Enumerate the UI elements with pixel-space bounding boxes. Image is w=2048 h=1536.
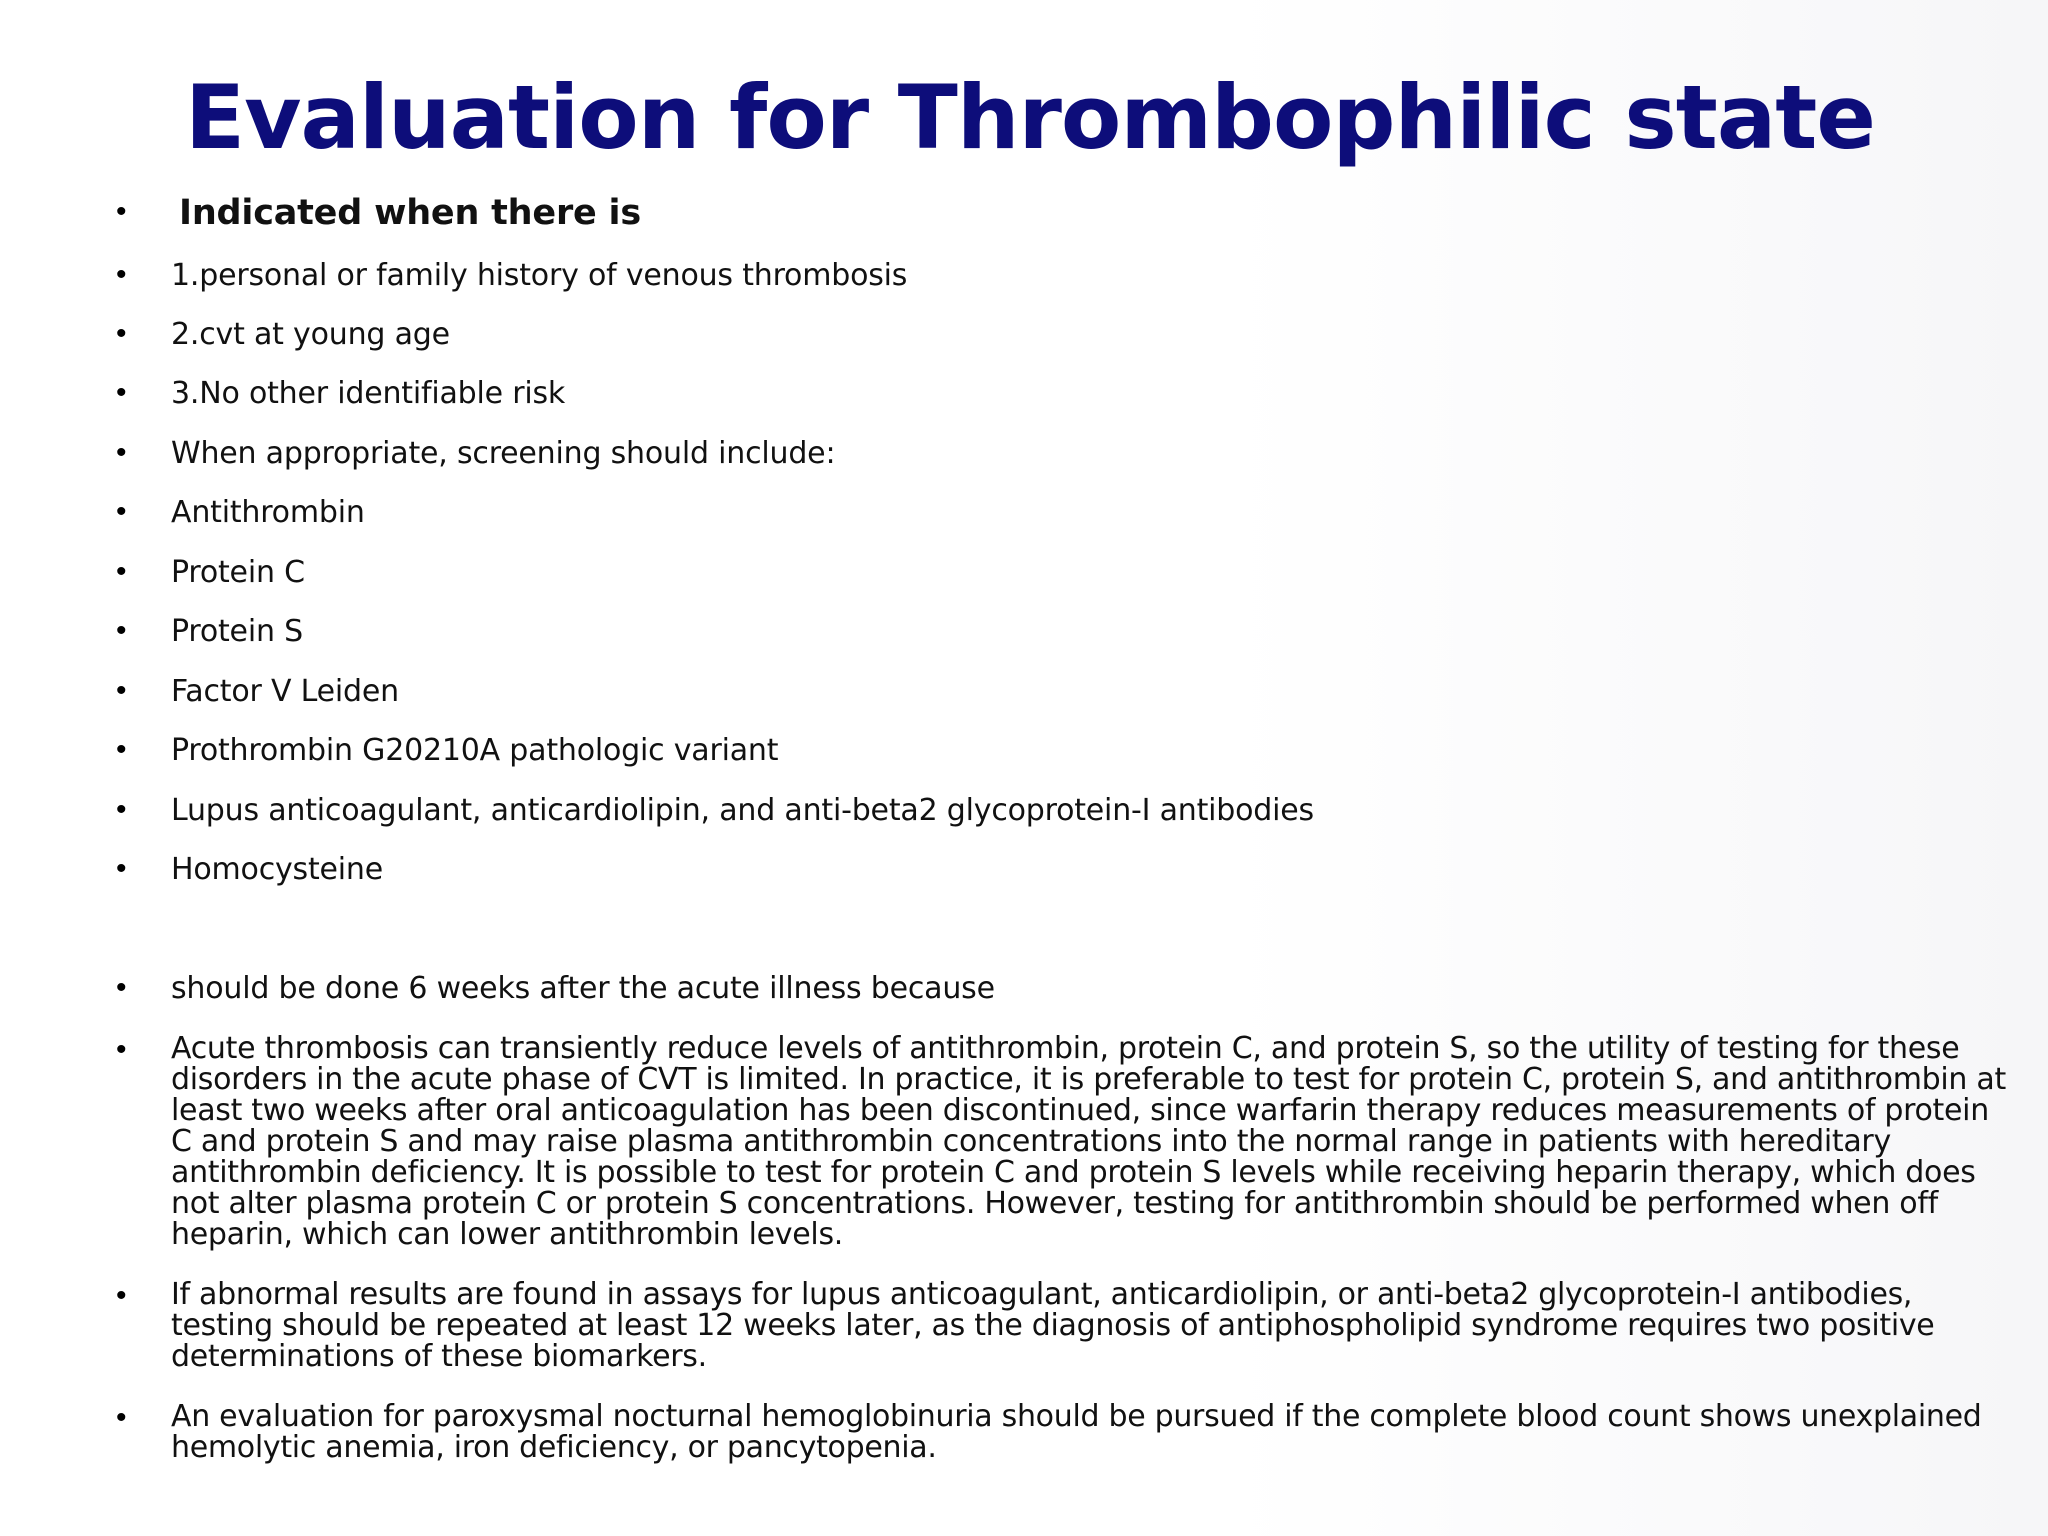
bullet-text: When appropriate, screening should include:	[171, 436, 836, 471]
bullet-paragraph: Acute thrombosis can transiently reduce levels of antithrombin, protein C, and protein S, so the utility of testing for these disorders in the acute phase of CVT is limited. In practice, it is preferable to test for protein C, protein S, and antithrombin at least two weeks after oral anticoagulation has been discontinued, since warfarin therapy reduces measurements of protein C and protein S and may raise plasma antithrombin concentrations into the normal range in patients with hereditary antithrombin deficiency. It is possible to test for protein C and protein S levels while receiving heparin therapy, which does not alter plasma protein C or protein S concentrations. However, testing for antithrombin should be performed when off heparin, which can lower antithrombin levels.	[171, 1031, 2006, 1252]
bullet-dot: •	[116, 555, 127, 588]
bullet-dot: •	[116, 971, 127, 1004]
bullet-text: Factor V Leiden	[171, 674, 399, 709]
bullet-text: Antithrombin	[171, 495, 365, 530]
bullet-dot: •	[116, 436, 127, 469]
bullet-dot: •	[116, 317, 127, 350]
bullet-dot: •	[116, 793, 127, 826]
bullet-text: Protein S	[171, 614, 303, 649]
bullet-dot: •	[116, 258, 127, 291]
bullet-text: Prothrombin G20210A pathologic variant	[171, 733, 779, 768]
bullet-paragraph: An evaluation for paroxysmal nocturnal hemoglobinuria should be pursued if the complete blood count shows unexplained hemolytic anemia, iron deficiency, or pancytopenia.	[171, 1399, 1982, 1465]
bullet-text: Lupus anticoagulant, anticardiolipin, and anti-beta2 glycoprotein-I antibodies	[171, 793, 1314, 828]
bullet-text: should be done 6 weeks after the acute illness because	[171, 971, 995, 1006]
bullet-dot: •	[116, 1401, 127, 1434]
bullet-text: 2.cvt at young age	[171, 317, 450, 352]
bullet-text: Homocysteine	[171, 852, 383, 887]
bullet-text: 1.personal or family history of venous thrombosis	[171, 258, 908, 293]
bullet-dot: •	[116, 1033, 127, 1066]
bullet-text: 3.No other identifiable risk	[171, 376, 566, 411]
slide-title: Evaluation for Thrombophilic state	[185, 66, 1875, 169]
bullet-dot: •	[116, 733, 127, 766]
bullet-paragraph: If abnormal results are found in assays for lupus anticoagulant, anticardiolipin, or anti-beta2 glycoprotein-I antibodies, testing should be repeated at least 12 weeks later, as the diagnosis of antiphospholipid syndrome requires two positive determinations of these biomarkers.	[171, 1277, 1935, 1374]
bullet-dot: •	[116, 376, 127, 409]
bullet-heading: Indicated when there is	[179, 193, 641, 233]
bullet-dot: •	[116, 1279, 127, 1312]
bullet-dot: •	[116, 614, 127, 647]
bullet-dot: •	[116, 852, 127, 885]
bullet-dot: •	[116, 195, 127, 228]
bullet-text: Protein C	[171, 555, 305, 590]
bullet-dot: •	[116, 674, 127, 707]
bullet-dot: •	[116, 495, 127, 528]
